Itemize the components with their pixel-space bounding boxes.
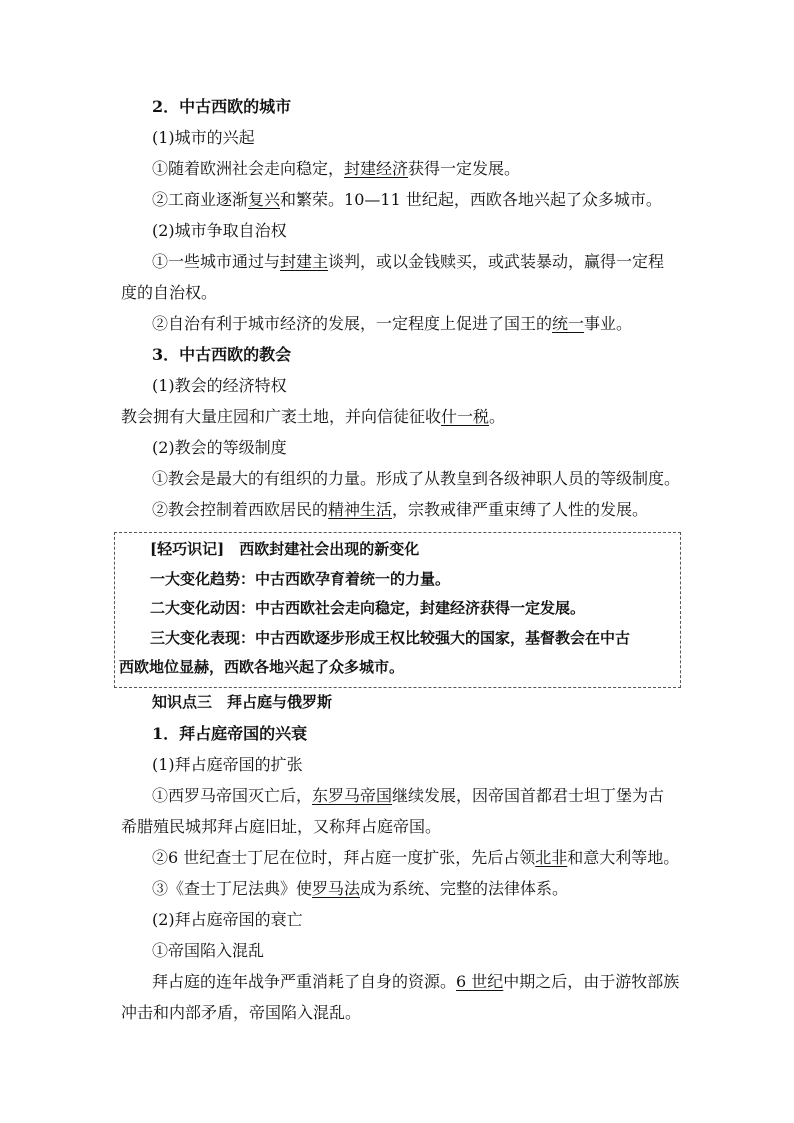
tip-line-continuation: 西欧地位显赫，西欧各地兴起了众多城市。 [119,658,405,676]
paragraph-continuation: 希腊殖民城邦拜占庭旧址，又称拜占庭帝国。 [121,817,442,836]
underlined-term: 统一 [552,314,585,333]
paragraph: ③《查士丁尼法典》使罗马法成为系统、完整的法律体系。 [152,879,569,898]
paragraph-continuation: 度的自治权。 [121,283,218,302]
subheading-church-economy: (1)教会的经济特权 [152,376,287,395]
paragraph-continuation: 冲击和内部矛盾，帝国陷入混乱。 [121,1003,362,1022]
paragraph: ①随着欧洲社会走向稳定，封建经济获得一定发展。 [152,159,521,178]
paragraph: 拜占庭的连年战争严重消耗了自身的资源。6 世纪中期之后，由于游牧部族 [152,972,680,991]
underlined-term: 复兴 [248,190,281,209]
tip-line: 三大变化表现：中古西欧逐步形成王权比较强大的国家，基督教会在中古 [150,629,631,647]
subheading-expansion: (1)拜占庭帝国的扩张 [152,755,303,774]
underlined-term: 罗马法 [312,879,361,898]
paragraph: ②工商业逐渐复兴和繁荣。10—11 世纪起，西欧各地兴起了众多城市。 [152,190,662,209]
paragraph: ①教会是最大的有组织的力量。形成了从教皇到各级神职人员的等级制度。 [152,469,681,488]
subheading-church-hierarchy: (2)教会的等级制度 [152,438,287,457]
subheading-autonomy: (2)城市争取自治权 [152,221,287,240]
section-1-heading: 1．拜占庭帝国的兴衰 [152,724,308,743]
underlined-term: 精神生活 [328,500,393,519]
tip-line: 一大变化趋势：中古西欧孕育着统一的力量。 [150,570,451,588]
subheading-decline: (2)拜占庭帝国的衰亡 [152,910,303,929]
underlined-term: 封建经济 [344,159,409,178]
paragraph: ②教会控制着西欧居民的精神生活，宗教戒律严重束缚了人性的发展。 [152,500,649,519]
paragraph: ①西罗马帝国灭亡后，东罗马帝国继续发展，因帝国首都君士坦丁堡为古 [152,786,665,805]
section-2-heading: 2．中古西欧的城市 [152,97,292,116]
tip-title: [轻巧识记] 西欧封建社会出现的新变化 [150,540,420,558]
knowledge-point-3-heading: 知识点三 拜占庭与俄罗斯 [152,693,333,711]
section-3-heading: 3．中古西欧的教会 [152,345,292,364]
subheading-chaos: ①帝国陷入混乱 [152,941,265,960]
underlined-term: 封建主 [280,252,329,271]
underlined-term: 北非 [535,848,568,867]
underlined-term: 东罗马帝国 [312,786,393,805]
underlined-term: 什一税 [441,407,490,426]
tip-line: 二大变化动因：中古西欧社会走向稳定，封建经济获得一定发展。 [150,599,586,617]
underlined-term: 6 世纪 [456,972,504,991]
paragraph: ②6 世纪查士丁尼在位时，拜占庭一度扩张，先后占领北非和意大利等地。 [152,848,680,867]
subheading-city-rise: (1)城市的兴起 [152,128,255,147]
paragraph: 教会拥有大量庄园和广袤土地，并向信徒征收什一税。 [121,407,506,426]
memory-tip-box [114,532,681,688]
paragraph: ①一些城市通过与封建主谈判，或以金钱赎买，或武装暴动，赢得一定程 [152,252,665,271]
paragraph: ②自治有利于城市经济的发展，一定程度上促进了国王的统一事业。 [152,314,633,333]
